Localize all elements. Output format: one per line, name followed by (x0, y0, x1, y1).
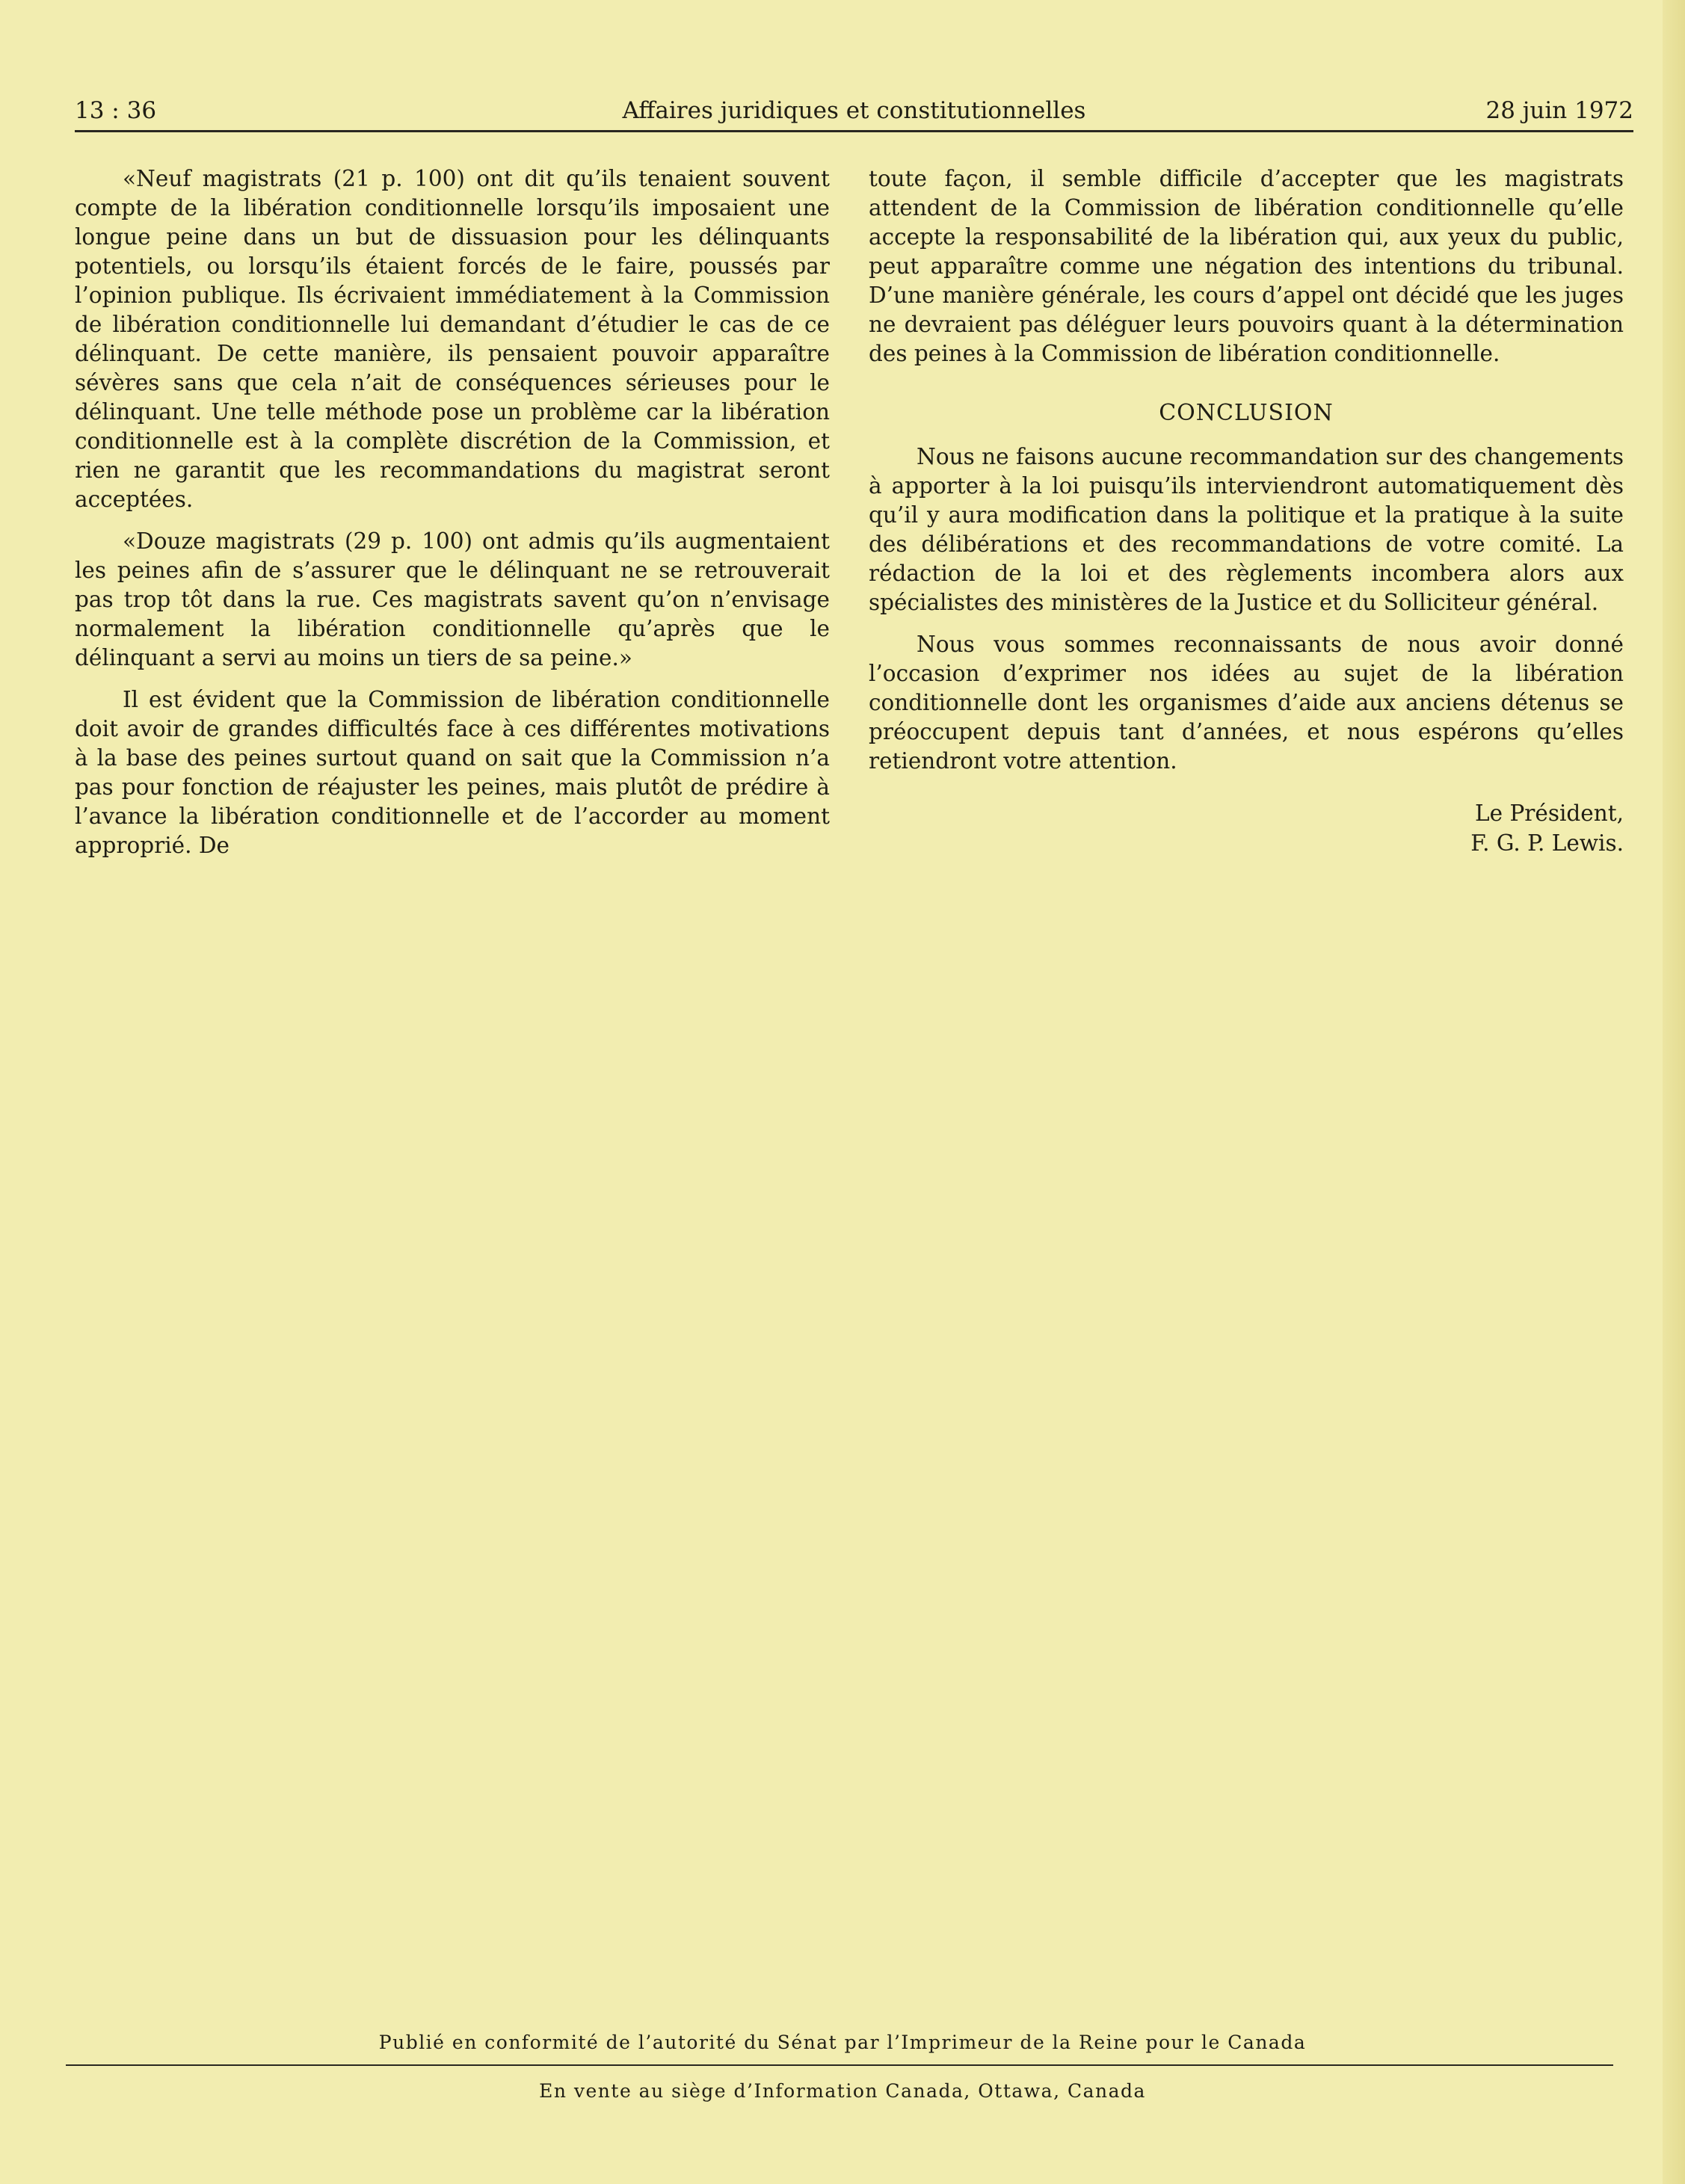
header-title: Affaires juridiques et constitutionnelles (622, 97, 1086, 124)
quote-paragraph-douze-magistrats: «Douze magistrats (29 p. 100) ont admis qu’ils augmentaient les peines afin de s’assurer que le délinquant ne se retrouverait pas trop tôt dans la rue. Ces magistrats savent qu’on n’envisage normalement la libération conditionnelle qu’après que le délinquant a servi au moins un tiers de sa peine.» (75, 528, 830, 670)
paragraph-commission-difficultes: Il est évident que la Commission de libération conditionnelle doit avoir de grandes difficultés face à ces différentes motivations à la base des peines surtout quand on sait que la Commission n’a pas pour fonction de réajuster les peines, mais plutôt de prédire à l’avance la libération conditionnelle et de l’accorder au moment approprié. De (75, 687, 830, 858)
signature-title: Le Président, (1475, 801, 1624, 826)
right-column (869, 164, 1624, 858)
page-edge (1663, 0, 1685, 2184)
running-header (75, 88, 1633, 132)
left-column (75, 164, 830, 860)
page-number: 13 : 36 (75, 97, 157, 124)
footer-rule (66, 2064, 1613, 2066)
section-heading-conclusion: CONCLUSION (1159, 400, 1334, 426)
paragraph-continuation: toute façon, il semble difficile d’accepter que les magistrats attendent de la Commission de libération conditionnelle qu’elle accepte la responsabilité de la libération qui, aux yeux du public, peut apparaître comme une négation des intentions du tribunal. D’une manière générale, les cours d’appel ont décidé que les juges ne devraient pas déléguer leurs pouvoirs quant à la détermination des peines à la Commission de libération conditionnelle. (869, 166, 1624, 366)
quote-paragraph-neuf-magistrats: «Neuf magistrats (21 p. 100) ont dit qu’ils tenaient souvent compte de la libération conditionnelle lorsqu’ils imposaient une longue peine dans un but de dissuasion pour les délinquants potentiels, ou lorsqu’ils étaient forcés de le faire, poussés par l’opinion publique. Ils écrivaient immédiatement à la Commission de libération conditionnelle lui demandant d’étudier le cas de ce délinquant. De cette manière, ils pensaient pouvoir apparaître sévères sans que cela n’ait de conséquences sérieuses pour le délinquant. Une telle méthode pose un problème car la libération conditionnelle est à la complète discrétion de la Commission, et rien ne garantit que les recommandations du magistrat seront acceptées. (75, 166, 830, 512)
paragraph-remerciements: Nous vous sommes reconnaissants de nous avoir donné l’occasion d’exprimer nos idées au sujet de la libération conditionnelle dont les organismes d’aide aux anciens détenus se préoccupent depuis tant d’années, et nous espérons qu’elles retiendront votre attention. (869, 632, 1624, 774)
footer-publication-notice: Publié en conformité de l’autorité du Sénat par l’Imprimeur de la Reine pour le Canada (378, 2032, 1307, 2053)
footer-sales-notice: En vente au siège d’Information Canada, Ottawa, Canada (539, 2080, 1146, 2102)
signature-name: F. G. P. Lewis. (1470, 830, 1624, 856)
signature-block (869, 798, 1624, 858)
paragraph-recommandations: Nous ne faisons aucune recommandation sur des changements à apporter à la loi puisqu’ils interviendront automatiquement dès qu’il y aura modification dans la politique et la pratique à la suite des délibérations et des recommandations de votre comité. La rédaction de la loi et des règlements incombera alors aux spécialistes des ministères de la Justice et du Solliciteur général. (869, 444, 1624, 615)
header-date: 28 juin 1972 (1485, 97, 1633, 124)
